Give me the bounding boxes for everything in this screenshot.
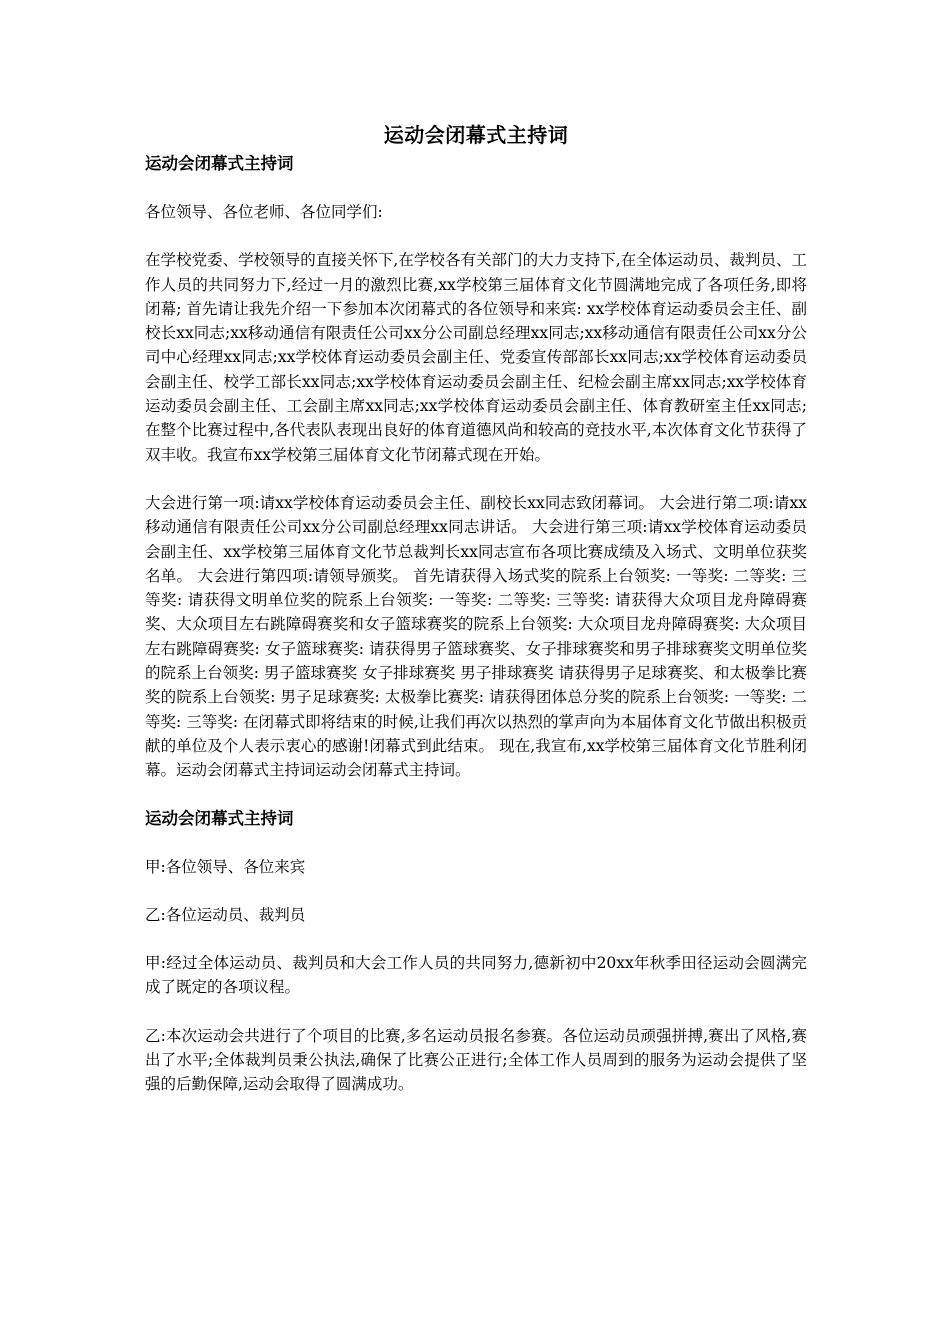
dialogue-line-4: 乙:本次运动会共进行了个项目的比赛,多名运动员报名参赛。各位运动员顽强拼搏,赛出了风格,赛出了水平;全体裁判员秉公执法,确保了比赛公正进行;全体工作人员周到的服务为运动会提供了坚强的后勤保障,运动会取得了圆满成功。 bbox=[145, 1026, 807, 1094]
dialogue-line-1: 甲:各位领导、各位来宾 bbox=[145, 857, 306, 876]
opening-paragraph: 在学校党委、学校领导的直接关怀下,在学校各有关部门的大力支持下,在全体运动员、裁判员、工作人员的共同努力下,经过一月的激烈比赛,xx学校第三届体育文化节圆满地完成了各项任务,即将闭幕; 首先请让我先介绍一下参加本次闭幕式的各位领导和来宾: xx学校体育运动委员会主任、副校长xx同志;xx移动通信有限责任公司xx分公司副总经理xx同志;xx移动通信有限责任公司xx分公司中心经理xx同志;xx学校体育运动委员会副主任、党委宣传部部长xx同志;xx学校体育运动委员会副主任、校学工部长xx同志;xx学校体育运动委员会副主任、纪检会副主席xx同志;xx学校体育运动委员会副主任、工会副主席xx同志;xx学校体育运动委员会副主任、体育教研室主任xx同志; 在整个比赛过程中,各代表队表现出良好的体育道德风尚和较高的竞技水平,本次体育文化节获得了双丰收。我宣布xx学校第三届体育文化节闭幕式现在开始。 bbox=[145, 251, 807, 464]
document-page bbox=[145, 118, 807, 1097]
proceedings-paragraph: 大会进行第一项:请xx学校体育运动委员会主任、副校长xx同志致闭幕词。 大会进行第二项:请xx移动通信有限责任公司xx分公司副总经理xx同志讲话。 大会进行第三项:请xx学校体育运动委员会副主任、xx学校第三届体育文化节总裁判长xx同志宣布各项比赛成绩及入场式、文明单位获奖名单。 大会进行第四项:请领导颁奖。 首先请获得入场式奖的院系上台领奖: 一等奖: 二等奖: 三等奖: 请获得文明单位奖的院系上台领奖: 一等奖: 二等奖: 三等奖: 请获得大众项目龙舟障碍赛奖、大众项目左右跳障碍赛奖和女子篮球赛奖的院系上台领奖: 大众项目龙舟障碍赛奖: 大众项目左右跳障碍赛奖: 女子篮球赛奖: 请获得男子篮球赛奖、女子排球赛奖和男子排球赛奖文明单位奖的院系上台领奖: 男子篮球赛奖 女子排球赛奖 男子排球赛奖 请获得男子足球赛奖、和太极拳比赛奖的院系上台领奖: 男子足球赛奖: 太极拳比赛奖: 请获得团体总分奖的院系上台领奖: 一等奖: 二等奖: 三等奖: 在闭幕式即将结束的时候,让我们再次以热烈的掌声向为本届体育文化节做出积极贡献的单位及个人表示衷心的感谢!闭幕式到此结束。 现在,我宣布,xx学校第三届体育文化节胜利闭幕。运动会闭幕式主持词运动会闭幕式主持词。 bbox=[145, 493, 807, 780]
document-title: 运动会闭幕式主持词 bbox=[383, 123, 569, 147]
greeting-paragraph: 各位领导、各位老师、各位同学们: bbox=[145, 203, 383, 221]
section-1-heading: 运动会闭幕式主持词 bbox=[145, 154, 294, 173]
dialogue-line-3: 甲:经过全体运动员、裁判员和大会工作人员的共同努力,德新初中20xx年秋季田径运动会圆满完成了既定的各项议程。 bbox=[145, 954, 807, 997]
section-2-heading: 运动会闭幕式主持词 bbox=[145, 808, 294, 828]
dialogue-line-2: 乙:各位运动员、裁判员 bbox=[145, 905, 306, 924]
